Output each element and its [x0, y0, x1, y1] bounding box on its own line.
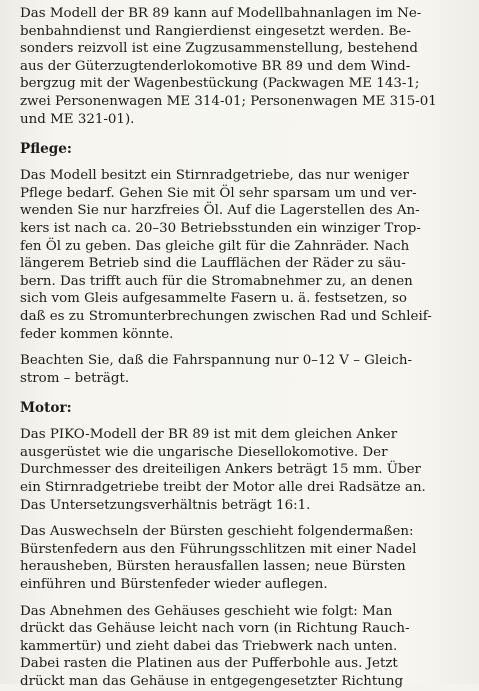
motor-paragraph-anker: Das PIKO-Modell der BR 89 ist mit dem gleichen Anker ausgerüstet wie die ungarische Diesellokomotive. Der Durchmesser des dreiteiligen Ankers beträgt 15 mm. Über ein Stirnradgetriebe treibt der Motor alle drei Radsätze an. Das Untersetzungsverhältnis beträgt 16:1. [20, 427, 426, 513]
pflege-paragraph-care: Das Modell besitzt ein Stirnradgetriebe, das nur weniger Pflege bedarf. Gehen Sie mit Öl sehr sparsam um und ver- wenden Sie nur harzfreies Öl. Auf die Lagerstellen des An- kers ist nach ca. 20–30 Betriebsstunden ein winziger Trop- fen Öl zu geben. Das gleiche gilt für die Zahnräder. Nach längerem Betrieb sind die Laufflächen der Räder zu säu- bern. Das trifft auch für die Stromabnehmer zu, an denen sich vom Gleis aufgesammelte Fasern u. ä. festsetzen, so daß es zu Stromunterbrechungen zwischen Rad und Schleif- feder kommen könnte. [20, 168, 432, 342]
motor-paragraph-brushes: Das Auswechseln der Bürsten geschieht folgendermaßen: Bürstenfedern aus den Führungsschlitzen mit einer Nadel herausheben, Bürsten herausfallen lassen; neue Bürsten einführen und Bürstenfeder wieder auflegen. [20, 524, 417, 593]
pflege-paragraph-voltage: Beachten Sie, daß die Fahrspannung nur 0–12 V – Gleich- strom – beträgt. [20, 353, 413, 386]
intro-paragraph: Das Modell der BR 89 kann auf Modellbahnanlagen im Ne- benbahndienst und Rangierdienst eingesetzt werden. Be- sonders reizvoll ist eine Zugzusammenstellung, bestehend aus der Güterzugtenderlokomotive BR 89 und dem Wind- bergzug mit der Wagenbestückung (Packwagen ME 143-1; zwei Personenwagen ME 314-01; Personenwagen ME 315-01 und ME 321-01). [20, 6, 437, 127]
motor-heading: Motor: [20, 400, 72, 417]
pflege-heading: Pflege: [20, 141, 72, 158]
motor-paragraph-housing: Das Abnehmen des Gehäuses geschieht wie folgt: Man drückt das Gehäuse leicht nach vorn (in Richtung Rauch- kammertür) und zieht dabei das Triebwerk nach unten. Dabei rasten die Platinen aus der Pufferbohle aus. Jetzt drückt man das Gehäuse in entgegengesetzter Richtung [20, 603, 410, 689]
